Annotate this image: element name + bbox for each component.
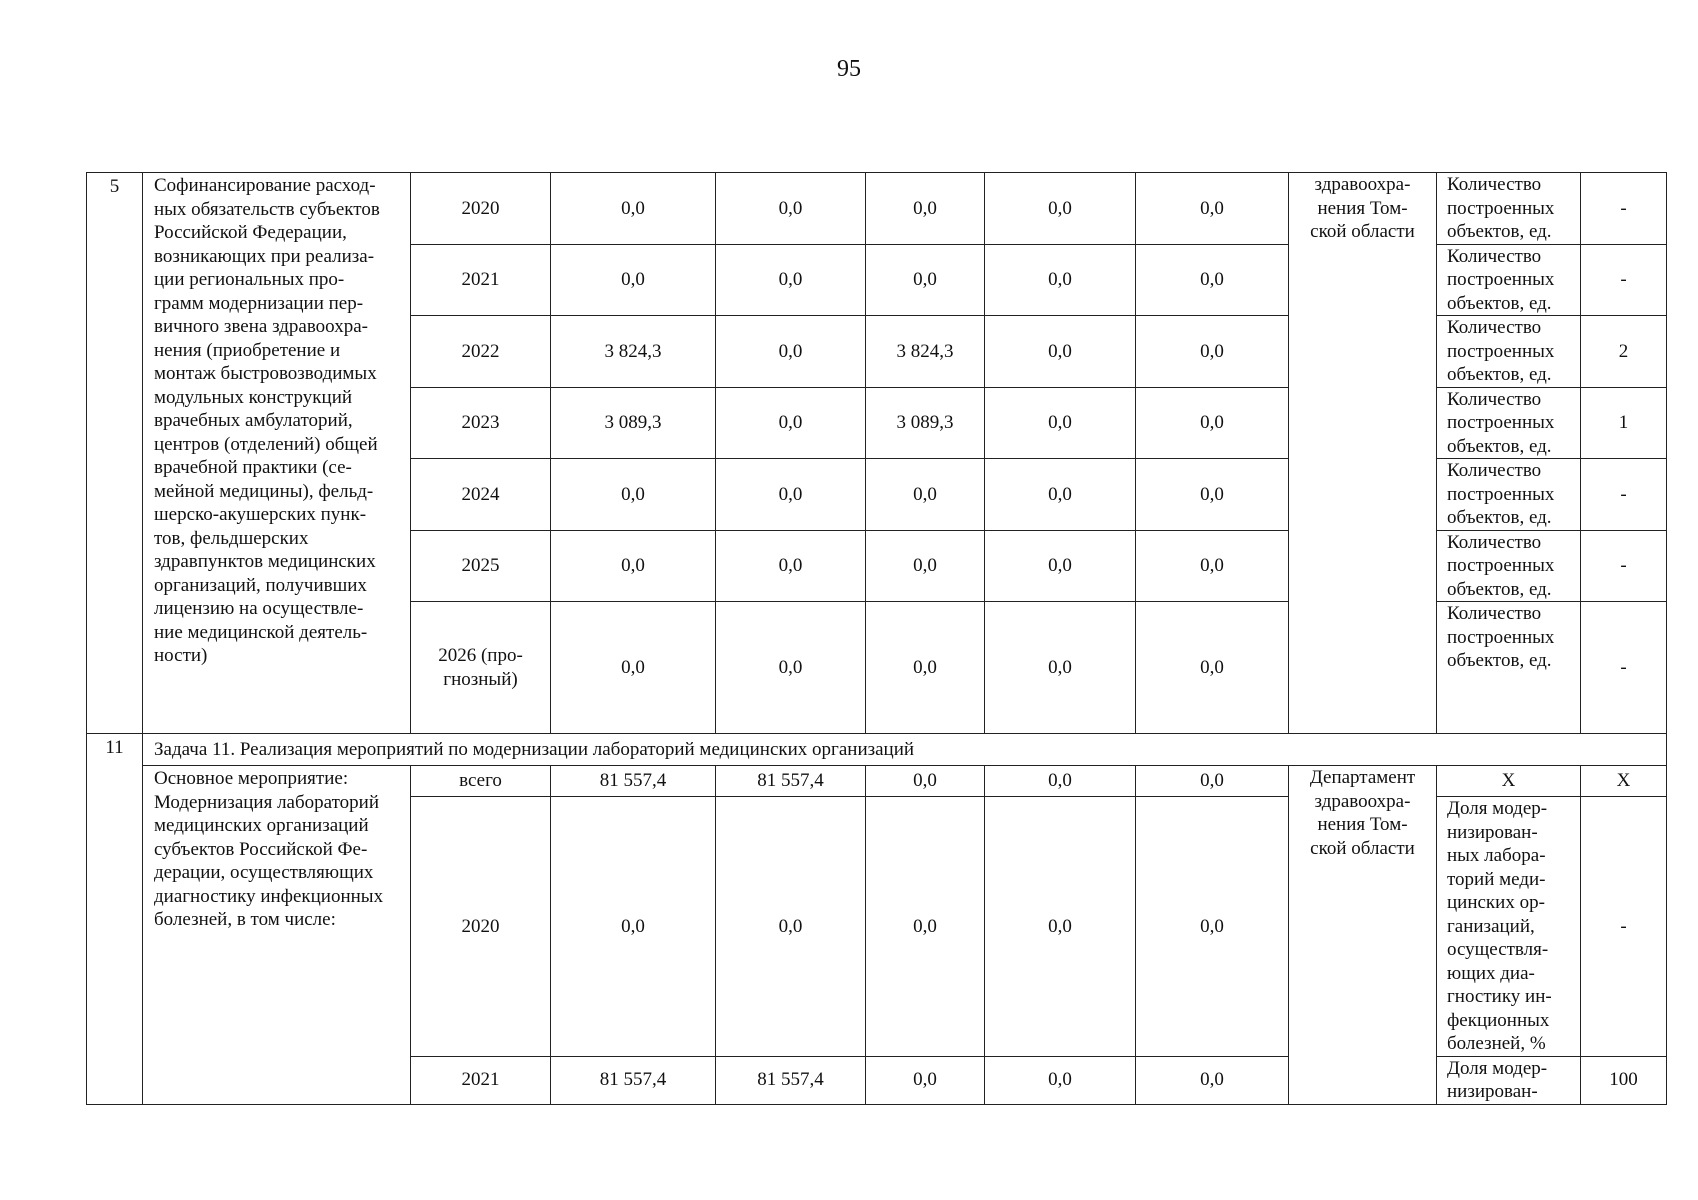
indicator-cell: Количество построенных объектов, ед.: [1437, 602, 1581, 734]
year-cell: всего: [411, 766, 551, 797]
value-other: 0,0: [1136, 387, 1289, 459]
value-regional: 0,0: [866, 173, 985, 245]
value-local: 0,0: [985, 602, 1136, 734]
value-total: 0,0: [551, 244, 716, 316]
value-federal: 0,0: [716, 530, 866, 602]
value-other: 0,0: [1136, 797, 1289, 1057]
value-local: 0,0: [985, 244, 1136, 316]
indicator-cell: Количество построенных объектов, ед.: [1437, 387, 1581, 459]
row-number: 5: [87, 173, 143, 734]
target-value: X: [1581, 766, 1667, 797]
indicator-cell: Количество построенных объектов, ед.: [1437, 173, 1581, 245]
year-cell: 2024: [411, 459, 551, 531]
year-cell: 2025: [411, 530, 551, 602]
responsible-org: Департамент здравоохра- нения Том- ской области: [1289, 766, 1437, 1105]
value-local: 0,0: [985, 766, 1136, 797]
value-federal: 0,0: [716, 173, 866, 245]
target-value: -: [1581, 797, 1667, 1057]
indicator-cell: Количество построенных объектов, ед.: [1437, 316, 1581, 388]
value-federal: 0,0: [716, 797, 866, 1057]
value-other: 0,0: [1136, 244, 1289, 316]
value-federal: 0,0: [716, 459, 866, 531]
task-title: Задача 11. Реализация мероприятий по модернизации лабораторий медицинских организаций: [143, 734, 1667, 766]
value-other: 0,0: [1136, 766, 1289, 797]
value-total: 0,0: [551, 173, 716, 245]
value-regional: 0,0: [866, 797, 985, 1057]
table-row: [87, 766, 1667, 797]
value-local: 0,0: [985, 797, 1136, 1057]
value-regional: 0,0: [866, 530, 985, 602]
value-local: 0,0: [985, 459, 1136, 531]
value-regional: 0,0: [866, 1056, 985, 1104]
table-row: [87, 734, 1667, 766]
indicator-cell: Количество построенных объектов, ед.: [1437, 459, 1581, 531]
year-cell: 2021: [411, 1056, 551, 1104]
value-regional: 3 824,3: [866, 316, 985, 388]
target-value: 100: [1581, 1056, 1667, 1104]
target-value: 2: [1581, 316, 1667, 388]
value-total: 0,0: [551, 530, 716, 602]
value-federal: 0,0: [716, 244, 866, 316]
year-cell: 2021: [411, 244, 551, 316]
value-other: 0,0: [1136, 530, 1289, 602]
value-other: 0,0: [1136, 602, 1289, 734]
value-regional: 3 089,3: [866, 387, 985, 459]
value-total: 0,0: [551, 602, 716, 734]
value-total: 3 824,3: [551, 316, 716, 388]
indicator-cell: Количество построенных объектов, ед.: [1437, 530, 1581, 602]
value-local: 0,0: [985, 173, 1136, 245]
indicator-cell: X: [1437, 766, 1581, 797]
value-federal: 0,0: [716, 316, 866, 388]
value-other: 0,0: [1136, 459, 1289, 531]
program-table: [86, 172, 1667, 1105]
value-other: 0,0: [1136, 1056, 1289, 1104]
measure-description: Основное мероприятие: Модернизация лабораторий медицинских организаций субъектов Российской Фе- дерации, осуществляющих диагностику инфекционных болезней, в том числе:: [143, 766, 411, 1105]
value-regional: 0,0: [866, 602, 985, 734]
value-other: 0,0: [1136, 173, 1289, 245]
value-federal: 81 557,4: [716, 1056, 866, 1104]
value-total: 81 557,4: [551, 766, 716, 797]
target-value: -: [1581, 173, 1667, 245]
year-cell: 2026 (про- гнозный): [411, 602, 551, 734]
row-number: 11: [87, 734, 143, 1105]
indicator-cell: Доля модер- низирован- ных лабора- торий меди- цинских ор- ганизаций, осуществля- ющих диа- гностику ин- фекционных болезней, %: [1437, 797, 1581, 1057]
value-total: 0,0: [551, 459, 716, 531]
target-value: -: [1581, 459, 1667, 531]
value-federal: 0,0: [716, 387, 866, 459]
indicator-cell: Количество построенных объектов, ед.: [1437, 244, 1581, 316]
value-regional: 0,0: [866, 244, 985, 316]
target-value: -: [1581, 530, 1667, 602]
value-other: 0,0: [1136, 316, 1289, 388]
table-row: [87, 173, 1667, 245]
value-local: 0,0: [985, 1056, 1136, 1104]
value-federal: 81 557,4: [716, 766, 866, 797]
year-cell: 2022: [411, 316, 551, 388]
responsible-org: здравоохра- нения Том- ской области: [1289, 173, 1437, 734]
value-total: 81 557,4: [551, 1056, 716, 1104]
year-cell: 2020: [411, 173, 551, 245]
value-total: 3 089,3: [551, 387, 716, 459]
page-number: 95: [837, 56, 861, 82]
value-local: 0,0: [985, 530, 1136, 602]
target-value: -: [1581, 602, 1667, 734]
target-value: 1: [1581, 387, 1667, 459]
year-cell: 2020: [411, 797, 551, 1057]
value-local: 0,0: [985, 387, 1136, 459]
value-local: 0,0: [985, 316, 1136, 388]
value-federal: 0,0: [716, 602, 866, 734]
indicator-cell: Доля модер- низирован-: [1437, 1056, 1581, 1104]
measure-description: Софинансирование расход- ных обязательств субъектов Российской Федерации, возникающих при реализа- ции региональных про- грамм модернизации пер- вичного звена здравоохра- нения (приобретение и монтаж быстровозводимых модульных конструкций врачебных амбулаторий, центров (отделений) общей врачебной практики (се- мейной медицины), фельд- шерско-акушерских пунк- тов, фельдшерских здравпунктов медицинских организаций, получивших лицензию на осуществле- ние медицинской деятель- ности): [143, 173, 411, 734]
value-total: 0,0: [551, 797, 716, 1057]
value-regional: 0,0: [866, 459, 985, 531]
year-cell: 2023: [411, 387, 551, 459]
target-value: -: [1581, 244, 1667, 316]
value-regional: 0,0: [866, 766, 985, 797]
